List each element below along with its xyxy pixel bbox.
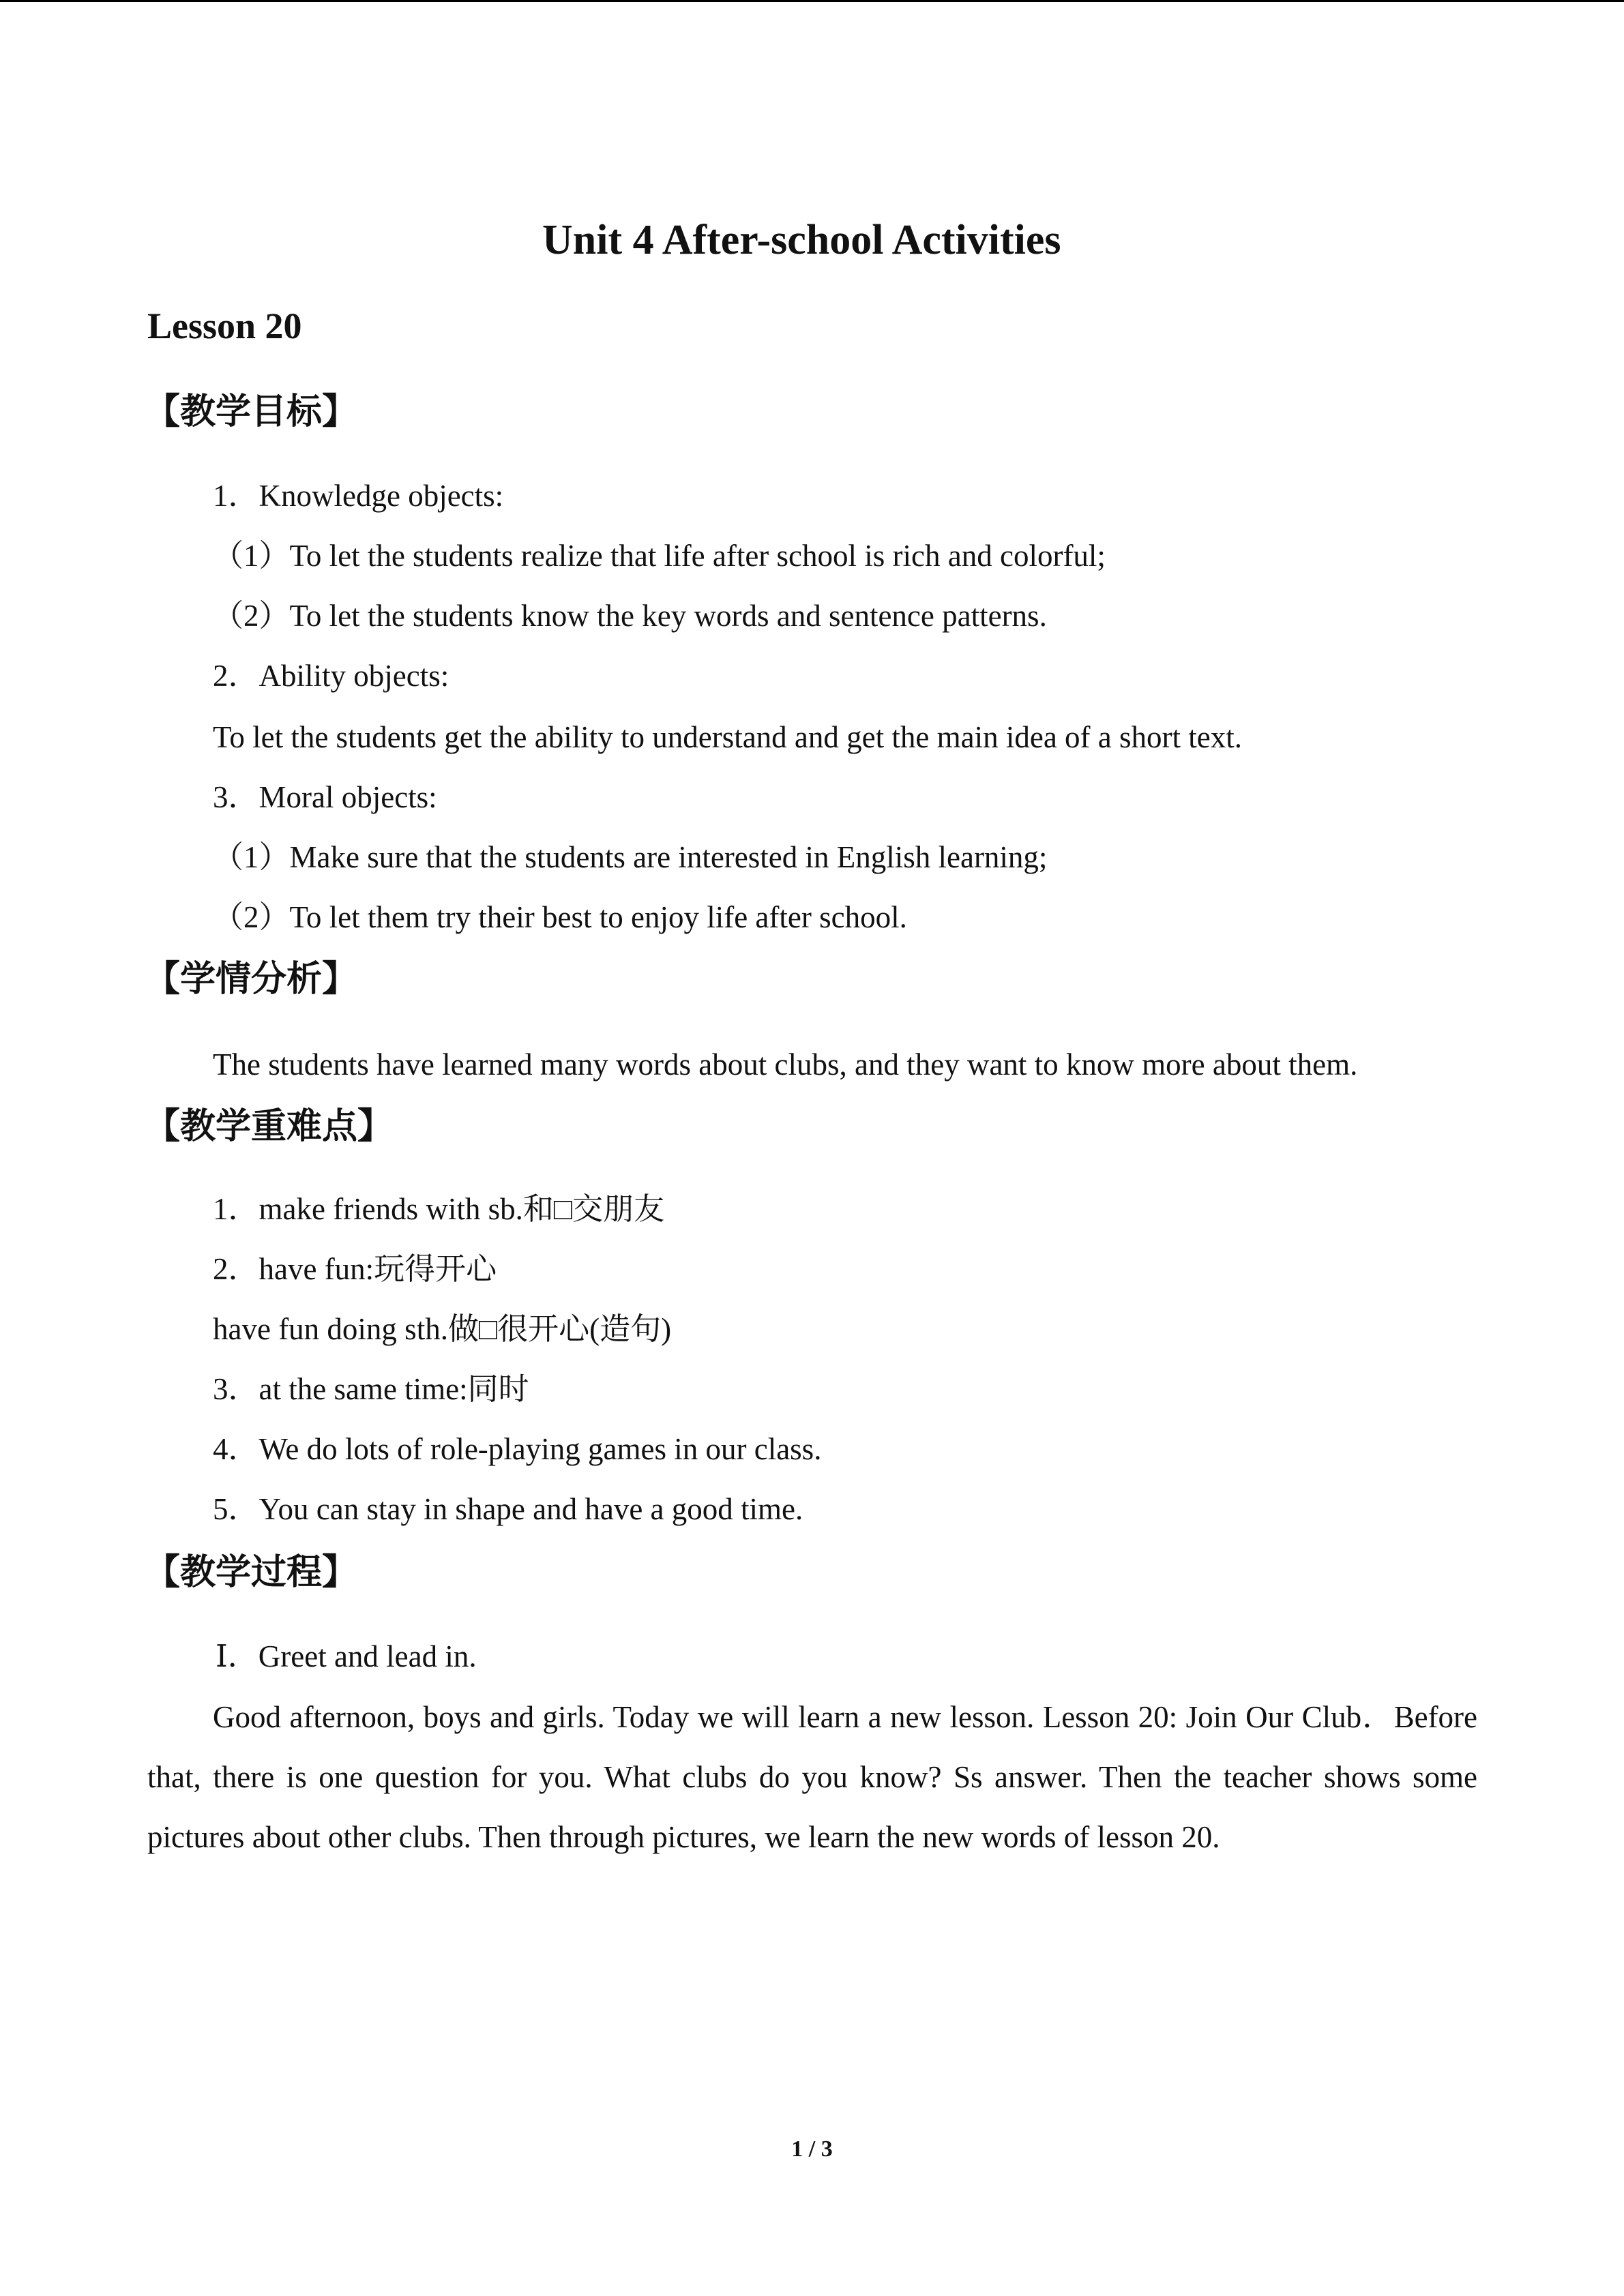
objective-line: （1）To let the students realize that life after school is rich and colorful; <box>213 539 1106 573</box>
objective-line: （2）To let the students know the key words and sentence patterns. <box>213 599 1047 633</box>
objectives-heading: 【教学目标】 <box>145 391 358 432</box>
objective-line: （1）Make sure that the students are interested in English learning; <box>213 840 1048 874</box>
top-border-line <box>0 0 1624 2</box>
objective-line: （2）To let them try their best to enjoy life after school. <box>213 900 907 934</box>
keypoint-line: 1．make friends with sb.和□交朋友 <box>213 1192 665 1226</box>
keypoint-line: 2．have fun:玩得开心 <box>213 1252 497 1286</box>
process-heading: 【教学过程】 <box>145 1552 358 1593</box>
page-number: 1 / 3 <box>791 2136 833 2162</box>
analysis-text: The students have learned many words about clubs, and they want to know more about them. <box>213 1047 1358 1082</box>
process-paragraph: Good afternoon, boys and girls. Today we will learn a new lesson. Lesson 20: Join Our Club．Before that, there is one question for you. What clubs do you know? Ss answer. Then the teacher shows some pictures about other clubs. Then through pictures, we learn the new words of lesson 20. <box>147 1700 1477 1854</box>
lesson-heading: Lesson 20 <box>147 305 302 346</box>
document-title: Unit 4 After-school Activities <box>542 217 1061 263</box>
keypoints-heading: 【教学重难点】 <box>145 1106 394 1147</box>
objective-line: 3．Moral objects: <box>213 780 437 814</box>
objective-line: 2．Ability objects: <box>213 659 449 693</box>
keypoint-line: 5．You can stay in shape and have a good time. <box>213 1492 803 1526</box>
keypoint-line: have fun doing sth.做□很开心(造句) <box>213 1312 672 1346</box>
keypoint-line: 3．at the same time:同时 <box>213 1372 529 1406</box>
keypoint-line: 4．We do lots of role-playing games in our class. <box>213 1432 822 1466</box>
objective-line: To let the students get the ability to understand and get the main idea of a short text. <box>213 720 1242 754</box>
analysis-heading: 【学情分析】 <box>145 959 358 1000</box>
objective-line: 1．Knowledge objects: <box>213 479 504 513</box>
process-step-heading: Ⅰ．Greet and lead in. <box>216 1639 477 1673</box>
